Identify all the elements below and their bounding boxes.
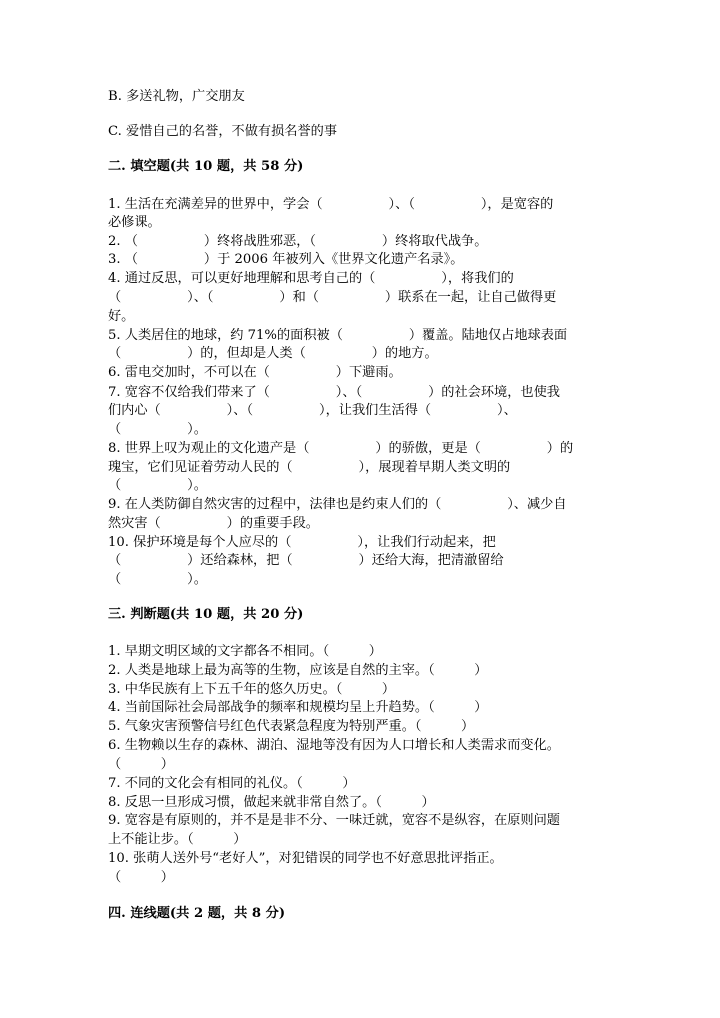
fill-line: 必修课。 — [108, 215, 161, 230]
fill-line: 7. 宽容不仅给我们带来了（ ）、（ ）的社会环境，也使我 — [108, 385, 560, 400]
judge-line: 2. 人类是地球上最为高等的生物，应该是自然的主宰。（ ） — [108, 663, 488, 678]
judge-line: 6. 生物赖以生存的森林、湖泊、湿地等没有因为人口增长和人类需求而变化。 — [108, 738, 560, 753]
fill-line: 然灾害（ ）的重要手段。 — [108, 516, 319, 531]
fill-section-title: 二. 填空题(共 10 题，共 58 分) — [108, 159, 304, 174]
fill-line: （ ）还给森林，把（ ）还给大海，把清澈留给 — [108, 553, 504, 568]
fill-line: （ ）。 — [108, 478, 207, 493]
fill-line: 瑰宝，它们见证着劳动人民的（ ），展现着早期人类文明的 — [108, 460, 511, 475]
judge-section-title: 三. 判断题(共 10 题，共 20 分) — [108, 607, 304, 622]
option-b: B. 多送礼物，广交朋友 — [108, 89, 245, 104]
judge-line: （ ） — [108, 757, 174, 772]
fill-line: 1. 生活在充满差异的世界中，学会（ ）、（ ），是宽容的 — [108, 197, 554, 212]
judge-line: （ ） — [108, 870, 174, 885]
judge-line: 9. 宽容是有原则的，并不是是非不分、一味迁就，宽容不是纵容，在原则问题 — [108, 813, 560, 828]
fill-line: 好。 — [108, 309, 135, 324]
fill-line: （ ）。 — [108, 572, 207, 587]
fill-line: 8. 世界上叹为观止的文化遗产是（ ）的骄傲，更是（ ）的 — [108, 441, 574, 456]
judge-line: 3. 中华民族有上下五千年的悠久历史。（ ） — [108, 682, 396, 697]
judge-line: 7. 不同的文化会有相同的礼仪。（ ） — [108, 776, 356, 791]
fill-line: 们内心（ ）、（ ），让我们生活得（ ）、 — [108, 403, 517, 418]
judge-line: 4. 当前国际社会局部战争的频率和规模均呈上升趋势。（ ） — [108, 700, 488, 715]
judge-line: 上不能让步。（ ） — [108, 832, 247, 847]
fill-line: 10. 保护环境是每个人应尽的（ ），让我们行动起来，把 — [108, 535, 496, 550]
judge-line: 8. 反思一旦形成习惯，做起来就非常自然了。（ ） — [108, 795, 435, 810]
judge-line: 5. 气象灾害预警信号红色代表紧急程度为特别严重。（ ） — [108, 719, 475, 734]
fill-line: 5. 人类居住的地球，约 71%的面积被（ ）覆盖。陆地仅占地球表面 — [108, 328, 568, 343]
fill-line: 4. 通过反思，可以更好地理解和思考自己的（ ），将我们的 — [108, 271, 514, 286]
match-section-title: 四. 连线题(共 2 题，共 8 分) — [108, 906, 286, 921]
fill-line: （ ）。 — [108, 422, 207, 437]
judge-line: 10. 张萌人送外号“老好人”，对犯错误的同学也不好意思批评指正。 — [108, 851, 503, 866]
fill-line: 3. （ ）于 2006 年被列入《世界文化遗产名录》。 — [108, 252, 464, 267]
option-c: C. 爱惜自己的名誉，不做有损名誉的事 — [108, 124, 338, 139]
fill-line: （ ）、（ ）和（ ）联系在一起，让自己做得更 — [108, 290, 557, 305]
fill-line: 2. （ ）终将战胜邪恶，（ ）终将取代战争。 — [108, 234, 488, 249]
fill-line: 6. 雷电交加时，不可以在（ ）下避雨。 — [108, 365, 402, 380]
fill-line: 9. 在人类防御自然灾害的过程中，法律也是约束人们的（ ）、减少自 — [108, 497, 567, 512]
fill-line: （ ）的，但却是人类（ ）的地方。 — [108, 346, 438, 361]
judge-line: 1. 早期文明区域的文字都各不相同。（ ） — [108, 644, 382, 659]
